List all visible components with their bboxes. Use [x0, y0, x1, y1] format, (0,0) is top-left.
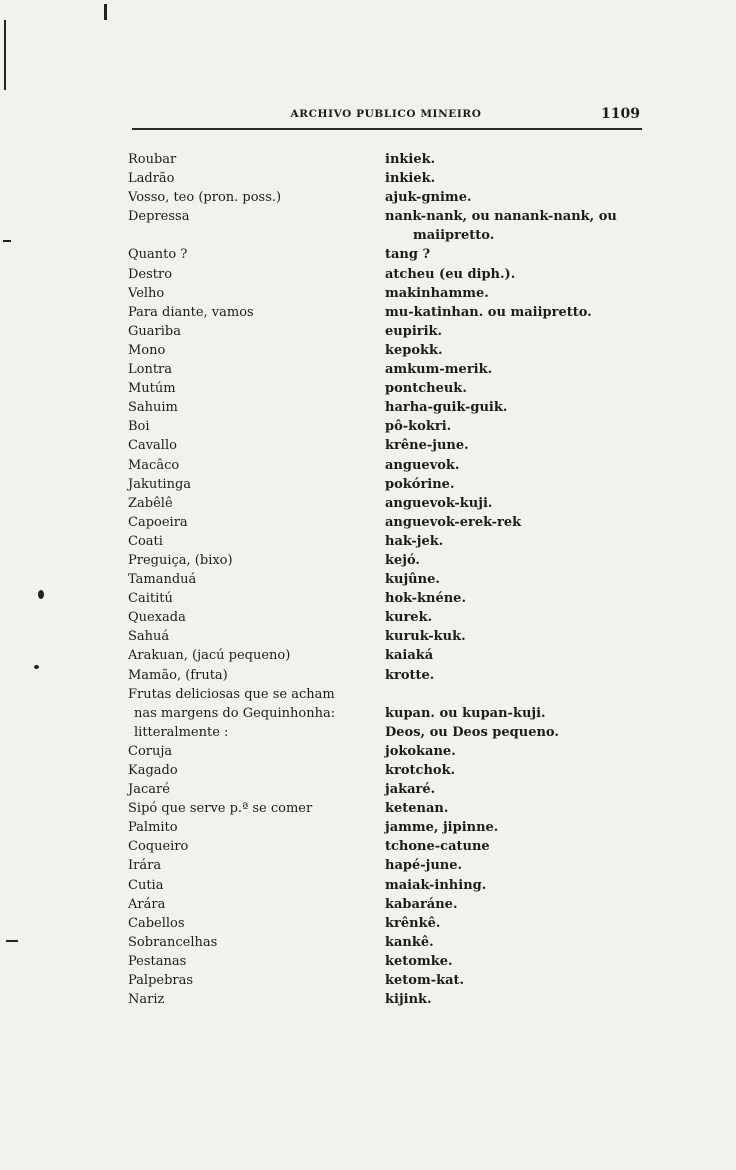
entry-row [118, 188, 648, 207]
portuguese-term: Quexada [128, 610, 186, 626]
portuguese-term: Cabellos [128, 915, 185, 931]
native-term: inkiek. [385, 171, 436, 187]
native-term: ketenan. [385, 801, 449, 817]
native-term: amkum-merik. [385, 362, 493, 378]
portuguese-term: Jakutinga [128, 476, 192, 492]
entry-row [118, 322, 648, 341]
portuguese-term: Macâco [128, 457, 180, 473]
entry-row [118, 360, 648, 379]
portuguese-term: Nariz [128, 992, 165, 1008]
entry-row [118, 245, 648, 264]
native-term: kupan. ou kupan-kuji. [385, 705, 546, 721]
entry-row [118, 818, 648, 837]
native-term: maiak-inhing. [385, 877, 487, 893]
native-term: pokórine. [385, 476, 455, 492]
native-term: krênkê. [385, 915, 441, 931]
portuguese-term: Preguiça, (bixo) [128, 552, 233, 568]
portuguese-term: Mono [128, 342, 166, 358]
native-term: ketom-kat. [385, 973, 465, 989]
portuguese-term: Zabêlê [128, 495, 173, 511]
entry-row [118, 666, 648, 685]
portuguese-term: Para diante, vamos [128, 304, 254, 320]
portuguese-term: Sobrancelhas [128, 934, 218, 950]
portuguese-term: Coruja [128, 743, 173, 759]
entry-row [118, 685, 648, 704]
portuguese-term: Sahuá [128, 629, 170, 645]
entry-row [118, 284, 648, 303]
scan-speck [38, 590, 44, 599]
portuguese-term: Mutúm [128, 381, 176, 397]
entry-row [118, 417, 648, 436]
scan-speck [34, 665, 39, 669]
native-term: kuruk-kuk. [385, 629, 466, 645]
entry-row [118, 608, 648, 627]
native-term-continuation: maiipretto. [413, 228, 495, 244]
portuguese-term: Arakuan, (jacú pequeno) [128, 648, 291, 664]
native-term: anguevok. [385, 457, 460, 473]
portuguese-term: Velho [128, 285, 165, 301]
portuguese-term: Guariba [128, 323, 181, 339]
native-term: hak-jek. [385, 533, 444, 549]
portuguese-term: litteralmente : [134, 724, 229, 740]
entry-row [118, 265, 648, 284]
native-term: makinhamme. [385, 285, 489, 301]
native-term: inkiek. [385, 152, 436, 167]
native-term: atcheu (eu diph.). [385, 266, 516, 282]
native-term: jamme, jipinne. [385, 820, 499, 836]
entry-row [118, 627, 648, 646]
native-term: krotchok. [385, 763, 456, 778]
portuguese-term: Cavallo [128, 438, 177, 454]
page-number: 1109 [601, 106, 640, 122]
entry-row [118, 513, 648, 532]
portuguese-term: Coati [128, 533, 163, 549]
vocabulary-list [118, 150, 648, 1009]
portuguese-term: Tamanduá [128, 572, 197, 588]
entry-row [118, 990, 648, 1009]
portuguese-term: Cutia [128, 877, 164, 893]
entry-row [118, 876, 648, 895]
native-term: kujûne. [385, 572, 440, 588]
native-term: pontcheuk. [385, 381, 467, 397]
portuguese-term: Frutas deliciosas que se acham [128, 686, 335, 702]
native-term: tang ? [385, 247, 431, 263]
native-term: ketomke. [385, 953, 453, 969]
portuguese-term: Destro [128, 266, 173, 282]
native-term: kijink. [385, 992, 432, 1008]
native-term: kabaráne. [385, 896, 458, 912]
entry-row [118, 914, 648, 933]
page-header [132, 106, 640, 128]
portuguese-term: Arára [128, 896, 166, 912]
entry-row [118, 856, 648, 875]
entry-row [118, 933, 648, 952]
portuguese-term: Roubar [128, 152, 177, 167]
portuguese-term: Ladrão [128, 171, 175, 187]
native-term: hapé-june. [385, 858, 463, 874]
portuguese-term: Boi [128, 419, 150, 435]
native-term: krêne-june. [385, 438, 469, 454]
portuguese-term: Caititú [128, 591, 173, 607]
portuguese-term: Capoeira [128, 514, 188, 530]
entry-row [118, 704, 648, 723]
entry-row [118, 341, 648, 360]
entry-row [118, 456, 648, 475]
native-term: kaiaká [385, 648, 434, 664]
portuguese-term: Palpebras [128, 973, 194, 989]
scan-top-edge-mark [104, 4, 107, 20]
portuguese-term: Kagado [128, 763, 178, 778]
native-term: kankê. [385, 934, 434, 950]
portuguese-term: Quanto ? [128, 247, 188, 263]
entry-row [118, 532, 648, 551]
entry-row [118, 780, 648, 799]
entry-row [118, 169, 648, 188]
entry-row [118, 723, 648, 742]
header-rule [132, 128, 642, 130]
native-term: anguevok-erek-rek [385, 514, 522, 530]
running-title: ARCHIVO PUBLICO MINEIRO [290, 108, 482, 120]
native-term: nank-nank, ou nanank-nank, ou [385, 209, 617, 225]
native-term: pô-kokri. [385, 419, 452, 435]
entry-row [118, 398, 648, 417]
portuguese-term: Vosso, teo (pron. poss.) [128, 190, 282, 206]
entry-row [118, 475, 648, 494]
portuguese-term: Pestanas [128, 953, 187, 969]
entry-row-continuation [118, 226, 648, 245]
entry-row [118, 303, 648, 322]
entry-row [118, 570, 648, 589]
native-term: anguevok-kuji. [385, 495, 493, 511]
entry-row [118, 952, 648, 971]
native-term: jakaré. [385, 782, 436, 798]
entry-row [118, 494, 648, 513]
scan-left-edge-mark [3, 240, 11, 242]
portuguese-term-blank [118, 226, 385, 245]
native-term: kurek. [385, 610, 433, 626]
entry-row [118, 150, 648, 169]
native-term: mu-katinhan. ou maiipretto. [385, 304, 592, 320]
native-term: kejó. [385, 552, 420, 568]
native-term: ajuk-gnime. [385, 190, 472, 206]
scan-left-edge-mark [6, 940, 18, 942]
entry-row [118, 761, 648, 780]
entry-row [118, 742, 648, 761]
portuguese-term: Depressa [128, 209, 190, 225]
native-term: kepokk. [385, 342, 443, 358]
native-term: jokokane. [385, 743, 456, 759]
native-term: hok-knéne. [385, 591, 466, 607]
entry-row [118, 971, 648, 990]
entry-row [118, 551, 648, 570]
portuguese-term: Irára [128, 858, 162, 874]
native-term [385, 685, 648, 704]
portuguese-term: Sipó que serve p.ª se comer [128, 801, 313, 817]
entry-row [118, 436, 648, 455]
entry-row [118, 895, 648, 914]
entry-row [118, 837, 648, 856]
native-term: eupirik. [385, 323, 443, 339]
native-term: tchone-catune [385, 839, 490, 855]
native-term: krotte. [385, 667, 435, 683]
portuguese-term: nas margens do Gequinhonha: [134, 705, 336, 721]
entry-row [118, 207, 648, 226]
entry-row [118, 589, 648, 608]
entry-row [118, 379, 648, 398]
entry-row [118, 799, 648, 818]
scan-left-edge-mark [4, 20, 6, 90]
portuguese-term: Palmito [128, 820, 178, 836]
entry-row [118, 646, 648, 665]
portuguese-term: Jacaré [128, 782, 170, 798]
native-term: Deos, ou Deos pequeno. [385, 724, 559, 740]
portuguese-term: Coqueiro [128, 839, 189, 855]
portuguese-term: Sahuim [128, 400, 178, 416]
portuguese-term: Mamão, (fruta) [128, 667, 228, 683]
portuguese-term: Lontra [128, 362, 173, 378]
native-term: harha-guik-guik. [385, 400, 508, 416]
